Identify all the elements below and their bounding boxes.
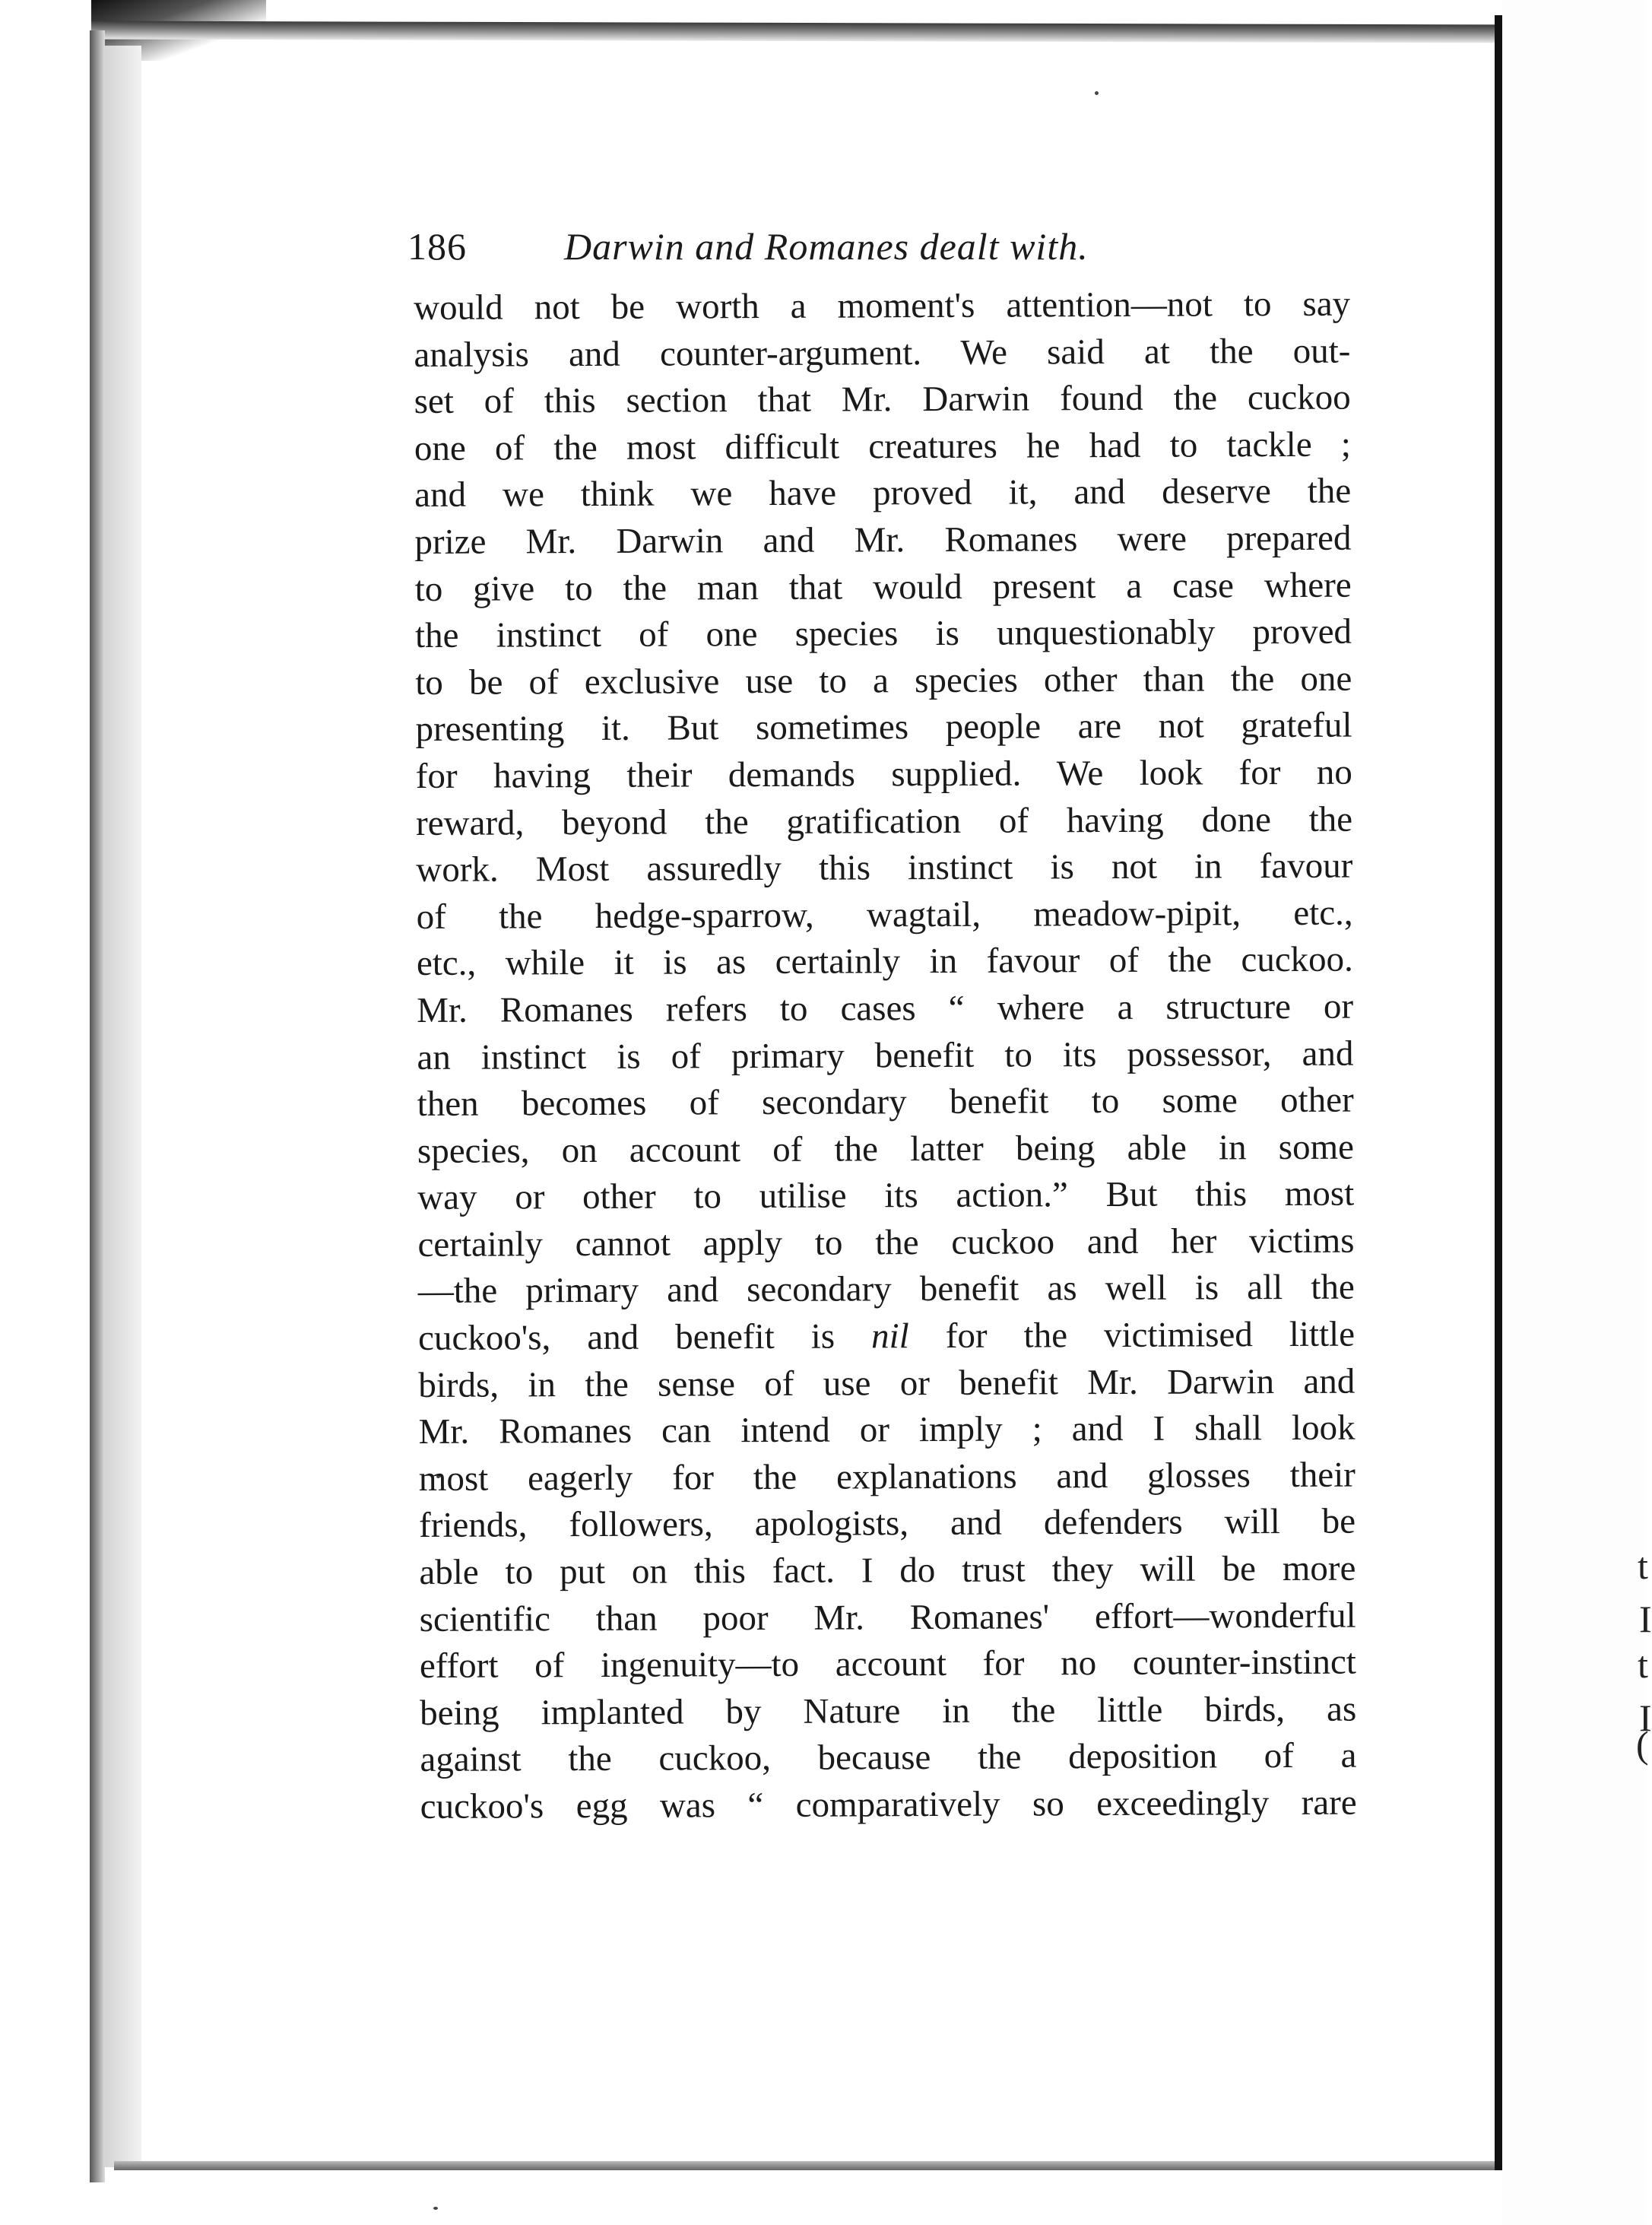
- text-line: effort of ingenuity—to account for no counter-instinct: [419, 1642, 1357, 1687]
- text-segment: cuckoo's, and benefit is: [417, 1316, 836, 1359]
- text-segment: for the victimised little: [945, 1314, 1356, 1357]
- text-line-mixed: [418, 1312, 1355, 1363]
- book-gutter: [1495, 15, 1502, 2170]
- text-line: for having their demands supplied. We look for no: [415, 752, 1352, 796]
- text-line: able to put on this fact. I do trust they will be more: [419, 1548, 1356, 1593]
- text-line: birds, in the sense of use or benefit Mr. Darwin and: [418, 1361, 1356, 1405]
- facing-page-fragment: I: [1639, 1697, 1652, 1739]
- text-line: scientific than poor Mr. Romanes' effort—wonderful: [419, 1595, 1356, 1639]
- page-left-shading: [105, 46, 141, 2167]
- text-line: —the primary and secondary benefit as well is all the: [417, 1268, 1355, 1312]
- text-line: presenting it. But sometimes people are not grateful: [415, 705, 1352, 750]
- facing-page-fragment: (: [1636, 1723, 1649, 1766]
- text-line: etc., while it is as certainly in favour of the cuckoo.: [416, 939, 1353, 984]
- text-line: way or other to utilise its action.” But this most: [417, 1173, 1355, 1218]
- page-left-edge: [90, 30, 105, 2182]
- text-line: an instinct is of primary benefit to its possessor, and: [417, 1033, 1354, 1078]
- body-text: [414, 281, 1357, 1831]
- text-line: of the hedge-sparrow, wagtail, meadow-pipit, etc.,: [416, 893, 1353, 937]
- text-line: friends, followers, apologists, and defenders will be: [419, 1502, 1356, 1546]
- facing-page-edge: [1502, 0, 1652, 2225]
- text-line: set of this section that Mr. Darwin found the cuckoo: [414, 377, 1351, 422]
- text-line: the instinct of one species is unquestionably proved: [414, 611, 1352, 656]
- page-bottom-edge: [114, 2161, 1498, 2170]
- text-line: prize Mr. Darwin and Mr. Romanes were prepared: [414, 518, 1352, 562]
- text-line: being implanted by Nature in the little birds, as: [420, 1689, 1357, 1733]
- text-line: then becomes of secondary benefit to some other: [417, 1080, 1354, 1125]
- text-line: most eagerly for the explanations and glosses their: [418, 1455, 1356, 1499]
- page-header: [407, 224, 1168, 278]
- text-line: would not be worth a moment's attention—not to say: [414, 284, 1351, 328]
- text-line: species, on account of the latter being able in some: [417, 1127, 1355, 1171]
- page-top-edge: [91, 21, 1498, 43]
- facing-page-fragment: I: [1639, 1598, 1652, 1640]
- text-line: to be of exclusive use to a species other than the one: [415, 659, 1352, 703]
- page-number: 186: [407, 225, 467, 268]
- text-line: analysis and counter-argument. We said at the out-: [414, 331, 1351, 375]
- facing-page-fragment: t: [1638, 1544, 1648, 1587]
- text-line: against the cuckoo, because the deposition of a: [420, 1736, 1357, 1780]
- text-line: work. Most assuredly this instinct is not in favour: [416, 846, 1353, 890]
- text-line: Mr. Romanes can intend or imply ; and I shall look: [418, 1408, 1356, 1452]
- italic-word: nil: [870, 1316, 909, 1357]
- text-line: reward, beyond the gratification of having done the: [415, 799, 1353, 843]
- text-line: cuckoo's egg was “ comparatively so exceedingly rare: [420, 1782, 1357, 1827]
- text-line: and we think we have proved it, and deserve the: [414, 471, 1352, 516]
- text-line: certainly cannot apply to the cuckoo and her victims: [417, 1220, 1355, 1265]
- text-line: to give to the man that would present a case where: [414, 565, 1352, 609]
- running-head: Darwin and Romanes dealt with.: [564, 225, 1089, 268]
- scan-speck: [433, 2207, 438, 2210]
- text-line: Mr. Romanes refers to cases “ where a structure or: [417, 986, 1354, 1030]
- text-line: one of the most difficult creatures he had to tackle ;: [414, 424, 1352, 468]
- scan-speck: [1095, 91, 1099, 95]
- facing-page-fragment: t: [1638, 1643, 1648, 1686]
